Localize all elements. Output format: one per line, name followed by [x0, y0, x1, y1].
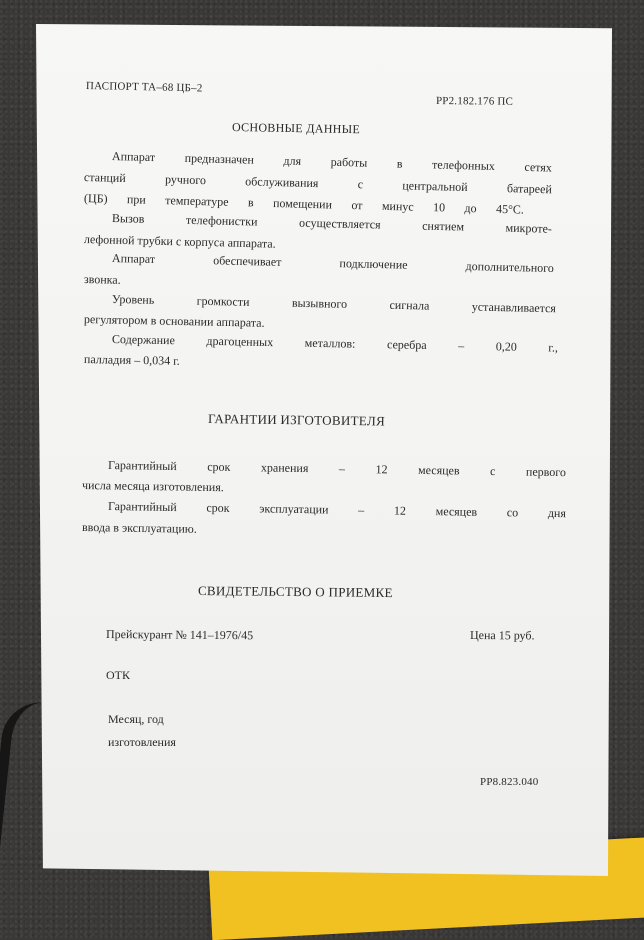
- section-title-warranty: ГАРАНТИИ ИЗГОТОВИТЕЛЯ: [207, 411, 386, 429]
- basic-line-7: звонка.: [83, 272, 121, 287]
- basic-line-5: лефонной трубки с корпуса аппарата.: [83, 232, 276, 251]
- basic-line-4: Вызов телефонистки осуществляется снятием микроте-: [111, 211, 553, 236]
- warranty-line-2: числа месяца изготовления.: [81, 478, 224, 495]
- basic-line-6: Аппарат обеспечивает подключение дополнительного: [111, 251, 555, 276]
- basic-line-11: палладия – 0,034 г.: [83, 352, 180, 368]
- warranty-line-1: Гарантийный срок хранения – 12 месяцев с первого: [107, 458, 567, 480]
- passport-title: ПАСПОРТ ТА–68 ЦБ–2: [85, 80, 203, 95]
- month-year-label: Месяц, год: [108, 712, 164, 726]
- price: Цена 15 руб.: [469, 628, 535, 643]
- basic-line-1: Аппарат предназначен для работы в телефонных сетях: [111, 149, 553, 175]
- warranty-line-3: Гарантийный срок эксплуатации – 12 месяцев со дня: [107, 499, 567, 521]
- price-list-number: Прейскурант № 141–1976/45: [105, 627, 254, 643]
- basic-line-2: станций ручного обслуживания с центральной батареей: [83, 170, 553, 197]
- otk-label: ОТК: [106, 668, 130, 682]
- basic-line-8: Уровень громкости вызывного сигнала устанавливается: [111, 292, 557, 316]
- basic-line-10: Содержание драгоценных металлов: серебра – 0,20 г.,: [111, 332, 559, 355]
- basic-line-3: (ЦБ) при температуре в помещении от минус 10 до 45°С.: [83, 191, 525, 217]
- section-title-acceptance: СВИДЕТЕЛЬСТВО О ПРИЕМКЕ: [197, 583, 393, 601]
- section-title-basic-data: ОСНОВНЫЕ ДАННЫЕ: [231, 120, 361, 137]
- document-code: РР2.182.176 ПС: [435, 95, 514, 108]
- manufacture-label: изготовления: [108, 735, 176, 749]
- basic-line-9: регулятором в основании аппарата.: [83, 312, 265, 330]
- footer-document-code: РР8.823.040: [480, 776, 539, 788]
- warranty-line-4: ввода в эксплуатацию.: [81, 520, 197, 536]
